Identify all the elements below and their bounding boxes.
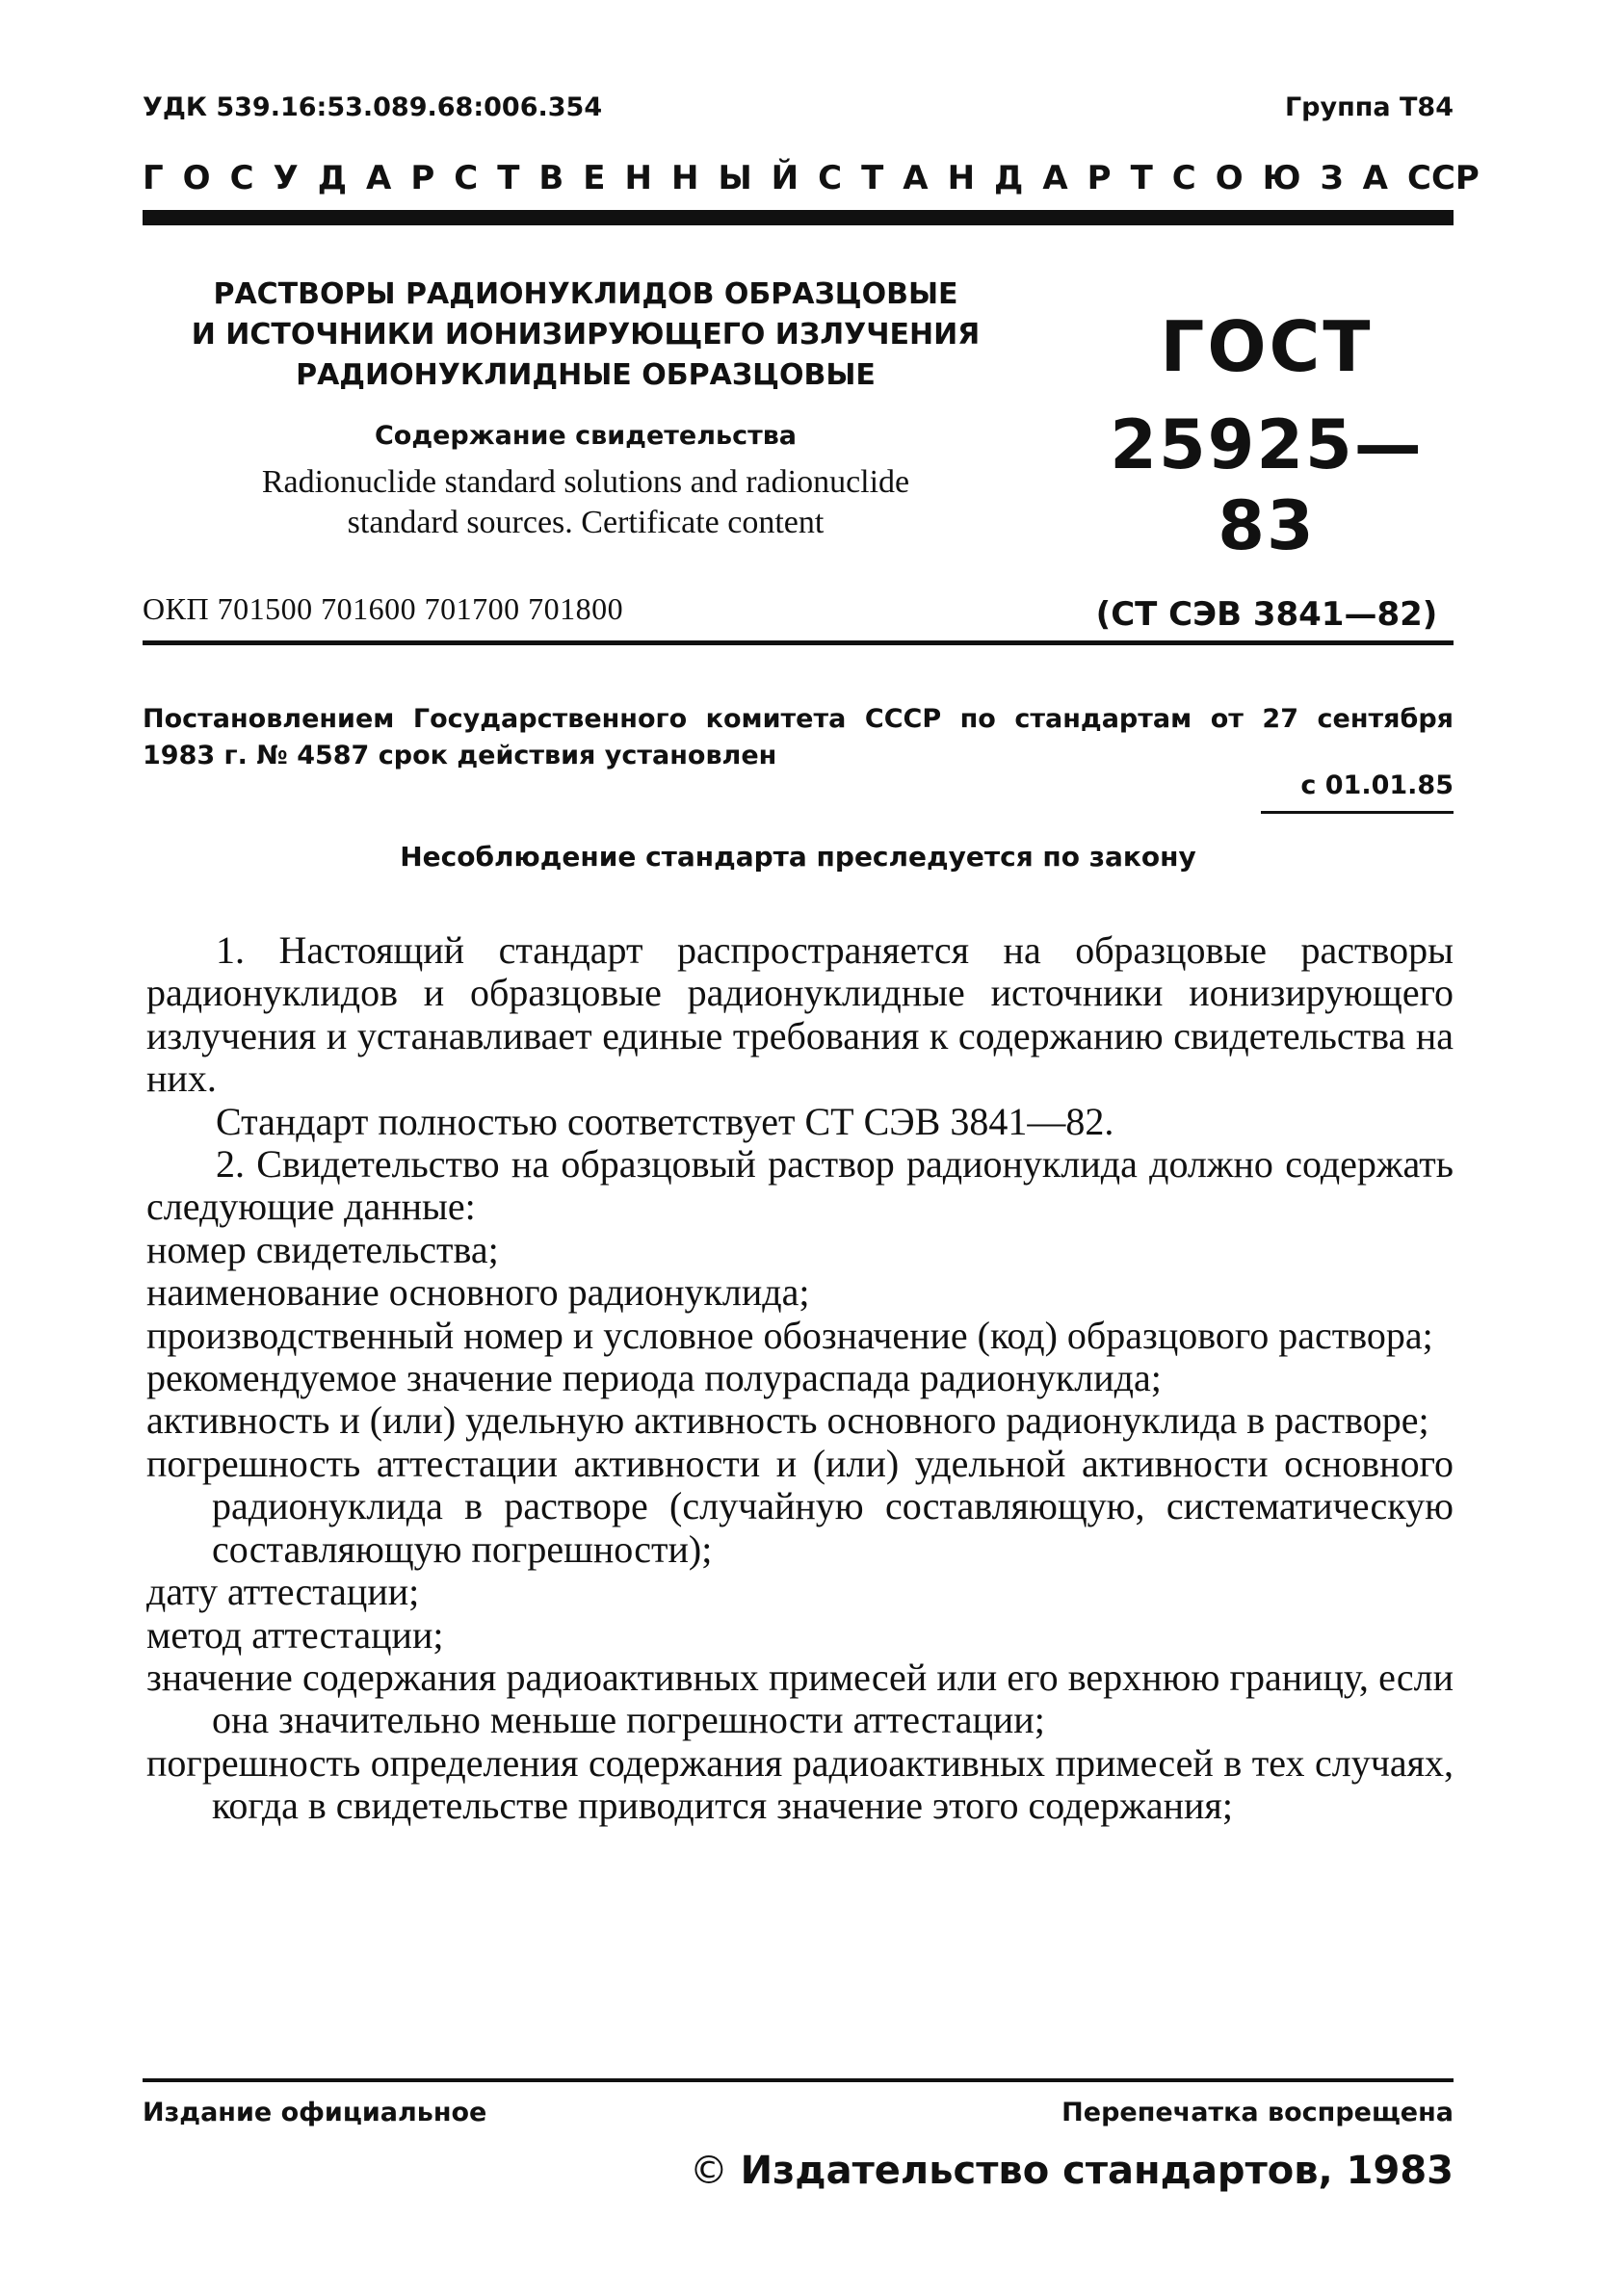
list-item: погрешность аттестации активности и (или) удельной активности основного радионуклида в растворе (случайную составляющую, систематическую составляющую погрешности); <box>146 1441 1454 1571</box>
official-edition: Издание официальное <box>143 2098 487 2127</box>
copyright-notice <box>690 2149 1454 2193</box>
list-item: погрешность определения содержания радиоактивных примесей в тех случаях, когда в свидетельстве приводится значение этого содержания; <box>146 1740 1454 1828</box>
banner-word: СТАНДАРТ <box>818 159 1172 197</box>
title-line: РАДИОНУКЛИДНЫЕ ОБРАЗЦОВЫЕ <box>296 358 876 392</box>
header-divider <box>143 210 1454 225</box>
legal-warning: Несоблюдение стандарта преследуется по закону <box>400 841 1196 873</box>
group-code: Группа Т84 <box>1284 92 1454 122</box>
copyright-icon: © <box>689 2149 728 2193</box>
list-item: рекомендуемое значение периода полураспада радионуклида; <box>146 1356 1162 1400</box>
list-item: производственный номер и условное обозначение (код) образцового раствора; <box>146 1313 1433 1357</box>
english-title-line: Radionuclide standard solutions and radionuclide <box>261 464 910 500</box>
effective-date-underline <box>1261 811 1454 814</box>
decree-text: Постановлением Государственного комитета СССР по стандартам от 27 сентября 1983 г. № 4587 срок действия установлен <box>143 704 1454 770</box>
list-item: дату аттестации; <box>146 1570 420 1614</box>
okp-codes: ОКП 701500 701600 701700 701800 <box>143 591 624 626</box>
title-line: РАСТВОРЫ РАДИОНУКЛИДОВ ОБРАЗЦОВЫЕ <box>213 277 958 311</box>
effective-date: с 01.01.85 <box>1300 770 1454 800</box>
body-text <box>146 929 1454 1828</box>
list-item: номер свидетельства; <box>146 1227 499 1271</box>
header-line <box>143 92 1454 122</box>
english-title <box>143 462 1029 543</box>
document-title <box>143 274 1029 396</box>
list-item: наименование основного радионуклида; <box>146 1270 810 1315</box>
section-divider <box>143 640 1454 645</box>
publisher: Издательство стандартов, 1983 <box>740 2149 1454 2193</box>
paragraph: 1. Настоящий стандарт распространяется на образцовые растворы радионуклидов и образцовые радионуклидные источники ионизирующего излучения и устанавливает единые требования к содержанию свидетельства на них. <box>146 928 1454 1101</box>
gost-label: ГОСТ <box>1160 306 1374 387</box>
banner-word: ССР <box>1407 159 1480 197</box>
banner-word: СОЮЗА <box>1171 159 1407 197</box>
state-standard-banner <box>143 159 1480 197</box>
paragraph: 2. Свидетельство на образцовый раствор радионуклида должно содержать следующие данные: <box>146 1142 1454 1229</box>
document-subtitle: Содержание свидетельства <box>374 421 798 451</box>
list-item: активность и (или) удельную активность основного радионуклида в растворе; <box>146 1398 1429 1443</box>
title-block <box>143 274 1029 543</box>
footer-line <box>143 2098 1454 2127</box>
english-title-line: standard sources. Certificate content <box>347 505 825 540</box>
cmea-reference: (СТ СЭВ 3841—82) <box>1095 595 1438 634</box>
banner-word: ГОСУДАРСТВЕННЫЙ <box>143 159 819 197</box>
gost-designation <box>1069 306 1464 634</box>
paragraph: Стандарт полностью соответствует СТ СЭВ 3841—82. <box>216 1099 1114 1143</box>
udc-code: УДК 539.16:53.089.68:006.354 <box>143 92 603 122</box>
title-line: И ИСТОЧНИКИ ИОНИЗИРУЮЩЕГО ИЗЛУЧЕНИЯ <box>191 318 981 352</box>
list-item: метод аттестации; <box>146 1612 444 1657</box>
gost-number: 25925—83 <box>1110 405 1424 565</box>
list-item: значение содержания радиоактивных примесей или его верхнюю границу, если она значительно меньше погрешности аттестации; <box>146 1655 1454 1742</box>
reprint-notice: Перепечатка воспрещена <box>1061 2098 1454 2127</box>
footer-divider <box>143 2078 1454 2082</box>
